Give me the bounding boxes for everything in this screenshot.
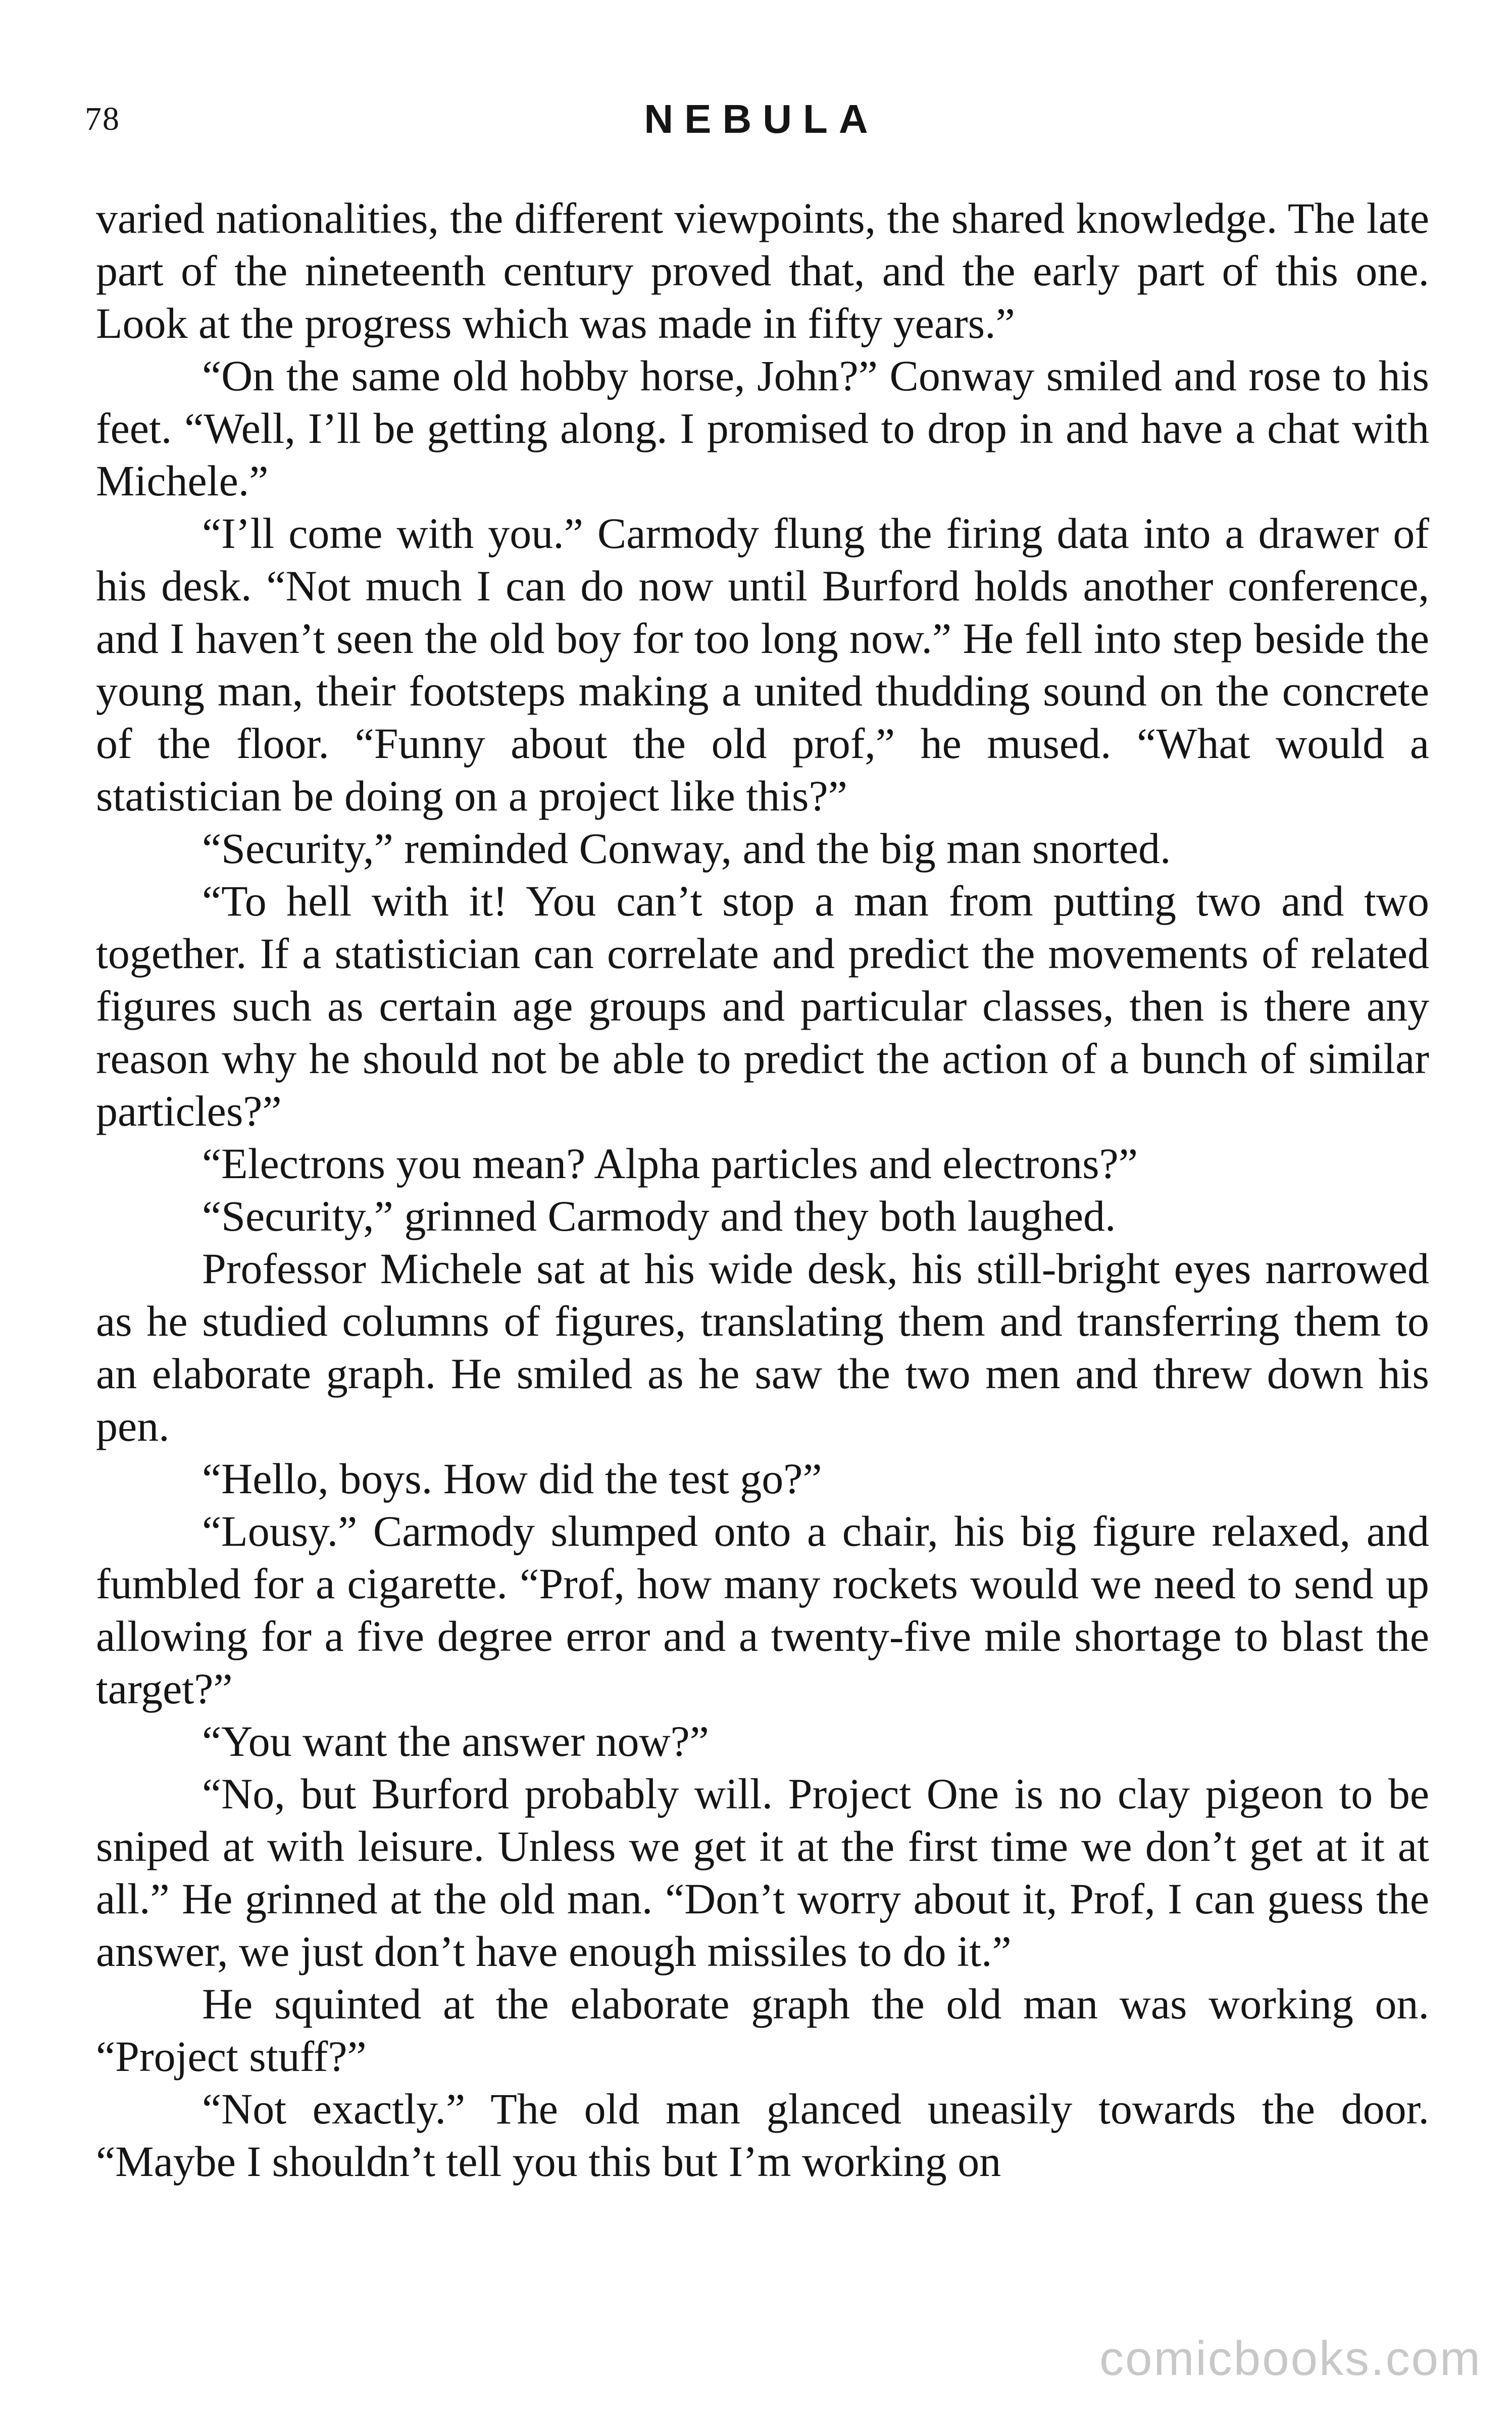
paragraph: He squinted at the elaborate graph the old man was working on. “Project stuff?” bbox=[96, 1980, 1429, 2081]
paragraph: “You want the answer now?” bbox=[202, 1717, 709, 1765]
page-header bbox=[85, 96, 1418, 151]
paragraph: “Hello, boys. How did the test go?” bbox=[202, 1454, 822, 1503]
paragraph: “To hell with it! You can’t stop a man from putting two and two together. If a statistician can correlate and predict the movements of related figures such as certain age groups and particular classes, then is there any reason why he should not be able to predict the action of a bunch of similar particles?” bbox=[96, 877, 1429, 1135]
paragraph: “Lousy.” Carmody slumped onto a chair, his big figure relaxed, and fumbled for a cigarette. “Prof, how many rockets would we need to send up allowing for a five degree error and a twenty-five mile shortage to blast the target?” bbox=[96, 1507, 1429, 1713]
paragraph: “I’ll come with you.” Carmody flung the firing data into a drawer of his desk. “Not much I can do now until Burford holds another conference, and I haven’t seen the old boy for too long now.” He fell into step beside the young man, their footsteps making a united thudding sound on the concrete of the floor. “Funny about the old prof,” he mused. “What would a statistician be doing on a project like this?” bbox=[96, 509, 1429, 820]
paragraph: “Not exactly.” The old man glanced uneasily towards the door. “Maybe I shouldn’t tell you this but I’m working on bbox=[96, 2085, 1429, 2186]
page-number: 78 bbox=[85, 100, 120, 137]
paragraph: “Electrons you mean? Alpha particles and electrons?” bbox=[202, 1139, 1138, 1188]
running-title: NEBULA bbox=[644, 96, 879, 141]
paragraph: Professor Michele sat at his wide desk, his still-bright eyes narrowed as he studied columns of figures, translating them and transferring them to an elaborate graph. He smiled as he saw the two men and threw down his pen. bbox=[96, 1244, 1429, 1450]
paragraph: varied nationalities, the different viewpoints, the shared knowledge. The late part of the nineteenth century proved that, and the early part of this one. Look at the progress which was made in fifty years.” bbox=[96, 194, 1429, 347]
watermark: comicbooks.com bbox=[1099, 2332, 1482, 2386]
paragraph: “Security,” reminded Conway, and the big man snorted. bbox=[202, 824, 1171, 873]
body-text bbox=[96, 192, 1429, 2188]
paragraph: “No, but Burford probably will. Project One is no clay pigeon to be sniped at with leisure. Unless we get it at the first time we don’t get at it at all.” He grinned at the old man. “Don’t worry about it, Prof, I can guess the answer, we just don’t have enough missiles to do it.” bbox=[96, 1769, 1429, 1975]
paragraph: “On the same old hobby horse, John?” Conway smiled and rose to his feet. “Well, I’ll be getting along. I promised to drop in and have a chat with Michele.” bbox=[96, 351, 1429, 505]
paragraph: “Security,” grinned Carmody and they both laughed. bbox=[202, 1192, 1116, 1240]
